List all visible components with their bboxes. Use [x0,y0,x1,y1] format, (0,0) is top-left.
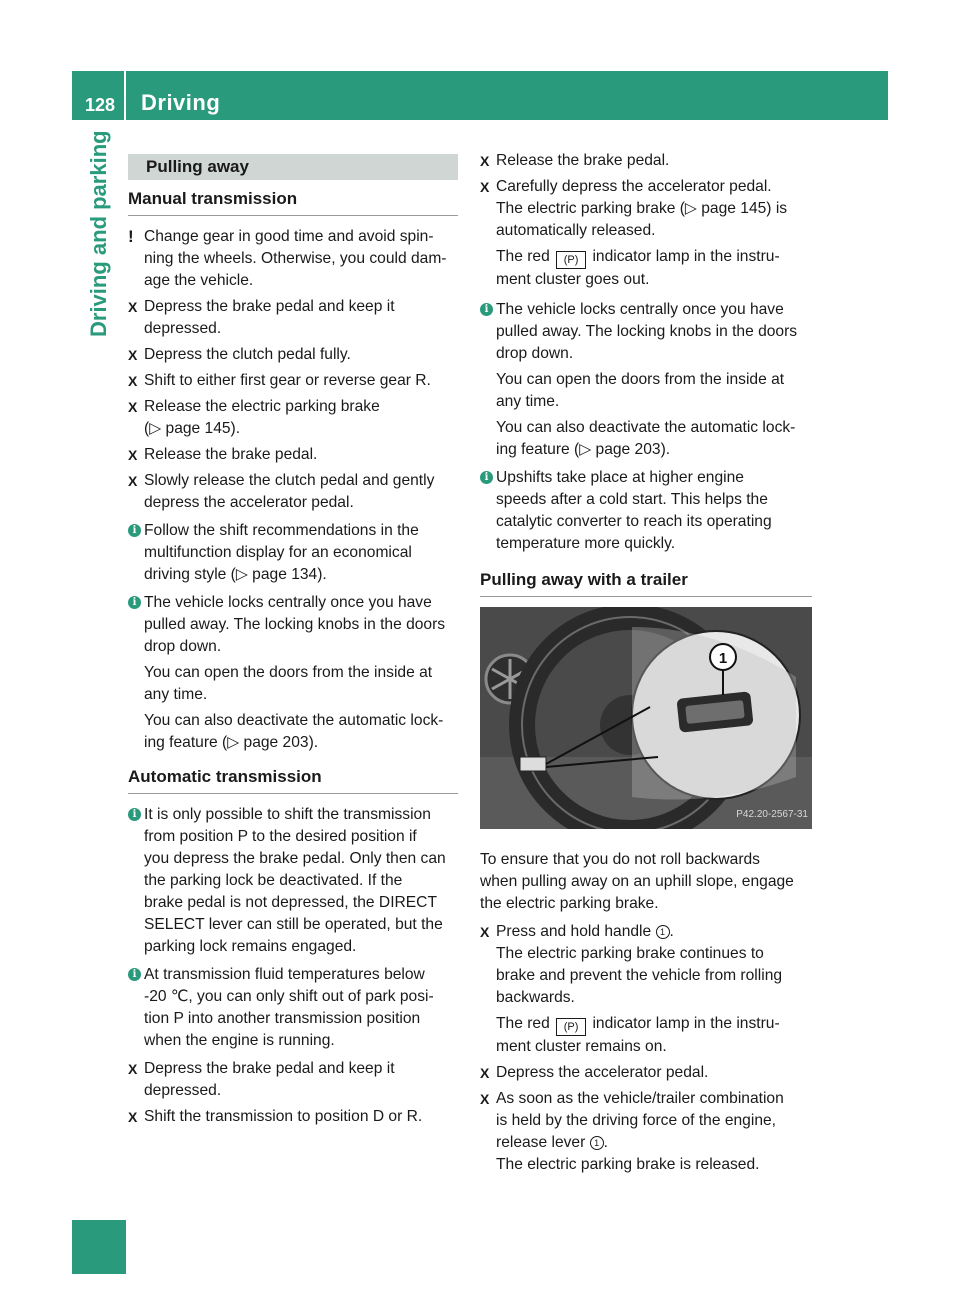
arrow-icon: X [128,1109,138,1125]
dashboard-illustration [480,607,812,829]
arrow-icon: X [128,347,138,363]
info-icon: i [128,968,141,981]
arrow-icon: X [128,373,138,389]
section-title: Pulling away [128,154,458,180]
step: X Depress the accelerator pedal. [480,1062,812,1084]
step: X As soon as the vehicle/trailer combination is held by the driving force of the engine, release lever 1 . The electric parking brake is released. [480,1090,784,1173]
info-note: i The vehicle locks centrally once you have pulled away. The locking knobs in the doors drop down. You can open the doors from the inside at any time. You can also deactivate the automatic lock- ing feature (▷ page 203). [480,299,812,461]
info-note: i Upshifts take place at higher engine speeds after a cold start. This helps the catalytic converter to reach its operating temperature more quickly. [480,467,812,555]
trailer-heading: Pulling away with a trailer [480,569,812,597]
arrow-icon: X [480,924,490,940]
step: X Depress the brake pedal and keep it depressed. [128,1060,395,1099]
info-note: i Follow the shift recommendations in the multifunction display for an economical driving style (▷ page 134). [128,520,458,586]
arrow-icon: X [480,1065,490,1081]
step: X Release the brake pedal. [480,150,812,172]
warning-icon: ! [128,227,134,246]
right-column [480,150,812,1180]
info-icon: i [128,524,141,537]
info-note: i It is only possible to shift the transmission from position P to the desired position if you depress the brake pedal. Only then can the parking lock be deactivated. If the brake pedal is not depressed, the DIRECT SELECT lever can still be operated, but the parking lock remains engaged. [128,804,458,958]
step: X Depress the brake pedal and keep it depressed. [128,298,395,337]
info-icon: i [480,471,493,484]
trailer-intro: To ensure that you do not roll backwards when pulling away on an uphill slope, engage the electric parking brake. [480,851,794,912]
step: X Press and hold handle 1 . The electric parking brake continues to brake and prevent the vehicle from rolling backwards. The red (P) indicator lamp in the instru- ment cluster remains on. [480,923,783,1055]
arrow-icon: X [480,1091,490,1107]
step: X Carefully depress the accelerator pedal. The electric parking brake (▷ page 145) is automatically released. The red (P) indicator lamp in the instru- ment cluster goes out. [480,178,788,288]
figure-callout-number: 1 [718,650,728,667]
page-title: Driving [141,90,221,115]
arrow-icon: X [480,179,490,195]
figure-code: P42.20-2567-31 [736,809,808,820]
info-note: i The vehicle locks centrally once you have pulled away. The locking knobs in the doors drop down. You can open the doors from the inside at any time. You can also deactivate the automatic lock- ing feature (▷ page 203). [128,592,458,754]
parking-brake-indicator-icon: (P) [556,1018,586,1036]
step: X Shift the transmission to position D or R. [128,1106,458,1128]
arrow-icon: X [128,1061,138,1077]
side-tab-label: Driving and parking [86,130,111,337]
page-number: 128 [85,95,116,115]
info-icon: i [128,808,141,821]
warning-note: ! Change gear in good time and avoid spin- ning the wheels. Otherwise, you could dam- age the vehicle. [128,227,447,289]
automatic-transmission-heading: Automatic transmission [128,766,458,794]
arrow-icon: X [128,399,138,415]
parking-brake-indicator-icon: (P) [556,251,586,269]
side-tab-marker [72,1220,126,1274]
header-divider [124,71,126,120]
step: X Release the electric parking brake (▷ page 145). [128,398,380,437]
callout-icon: 1 [656,925,670,939]
step: X Slowly release the clutch pedal and gently depress the accelerator pedal. [128,472,435,511]
info-icon: i [480,303,493,316]
callout-icon: 1 [590,1136,604,1150]
left-column [128,150,458,1132]
arrow-icon: X [128,299,138,315]
info-icon: i [128,596,141,609]
step: X Release the brake pedal. [128,444,458,466]
arrow-icon: X [128,473,138,489]
parking-brake-figure [480,607,812,829]
arrow-icon: X [128,447,138,463]
step: X Shift to either first gear or reverse gear R. [128,370,458,392]
step: X Depress the clutch pedal fully. [128,344,458,366]
arrow-icon: X [480,153,490,169]
info-note: i At transmission fluid temperatures below -20 ℃, you can only shift out of park posi- tion P into another transmission position when the engine is running. [128,964,458,1052]
manual-transmission-heading: Manual transmission [128,188,458,216]
